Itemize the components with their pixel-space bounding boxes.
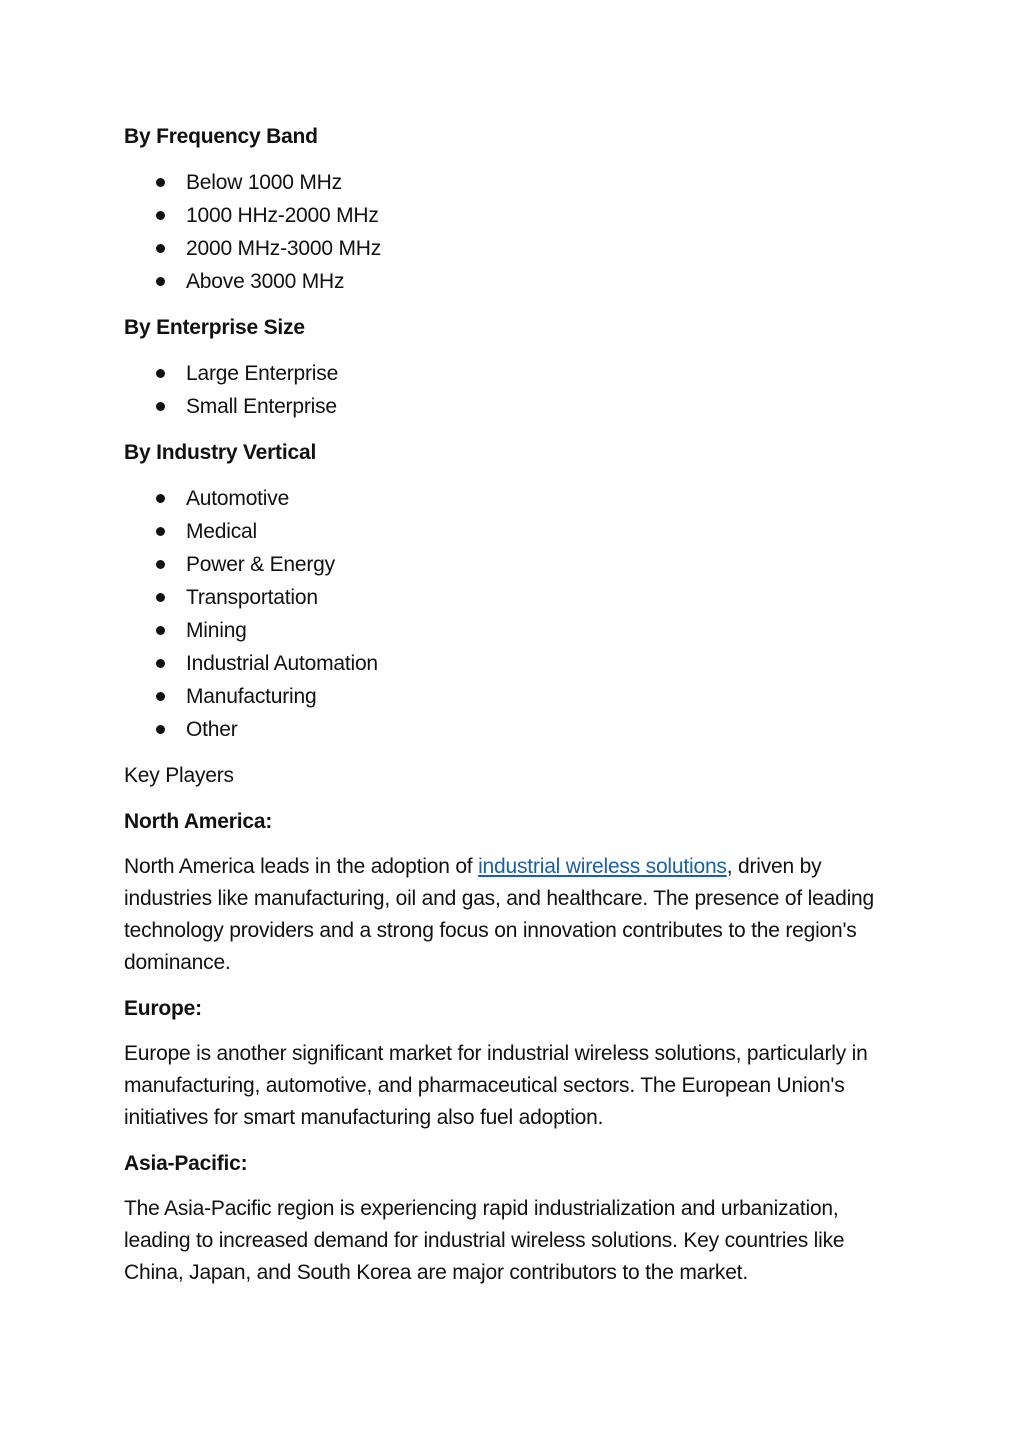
north-america-paragraph (124, 851, 899, 979)
list-item-label: Mining (186, 619, 247, 642)
bullet-icon (156, 725, 165, 734)
bullet-icon (156, 560, 165, 569)
list-item-label: Industrial Automation (186, 652, 378, 675)
bullet-icon (156, 369, 165, 378)
industrial-wireless-solutions-link[interactable]: industrial wireless solutions (478, 855, 727, 878)
europe-paragraph: Europe is another significant market for industrial wireless solutions, particularly in manufacturing, automotive, and pharmaceutical sectors. The European Union's initiatives for smart manufacturing also fuel adoption. (124, 1042, 868, 1129)
list-item-label: Other (186, 718, 238, 741)
bullet-icon (156, 277, 165, 286)
list-item-label: Small Enterprise (186, 395, 337, 418)
enterprise-size-list (124, 357, 899, 423)
list-item (124, 232, 899, 265)
key-players-label: Key Players (124, 764, 234, 787)
list-item (124, 614, 899, 647)
paragraph-text: North America leads in the adoption of (124, 855, 479, 878)
europe-heading: Europe: (124, 997, 202, 1020)
list-item-label: 2000 MHz-3000 MHz (186, 237, 382, 260)
bullet-icon (156, 527, 165, 536)
bullet-icon (156, 211, 165, 220)
industry-vertical-heading: By Industry Vertical (124, 441, 317, 464)
list-item-label: Power & Energy (186, 553, 335, 576)
asia-pacific-heading: Asia-Pacific: (124, 1152, 248, 1175)
list-item-label: Manufacturing (186, 685, 317, 708)
list-item-label: Medical (186, 520, 257, 543)
list-item (124, 515, 899, 548)
list-item (124, 357, 899, 390)
list-item-label: Transportation (186, 586, 318, 609)
list-item (124, 581, 899, 614)
paragraph-text: , driven by industries like manufacturing, oil and gas, and healthcare. The presence of leading technology providers and a strong focus on innovation contributes to the region's dominance. (124, 855, 874, 974)
bullet-icon (156, 692, 165, 701)
list-item-label: Automotive (186, 487, 290, 510)
list-item (124, 482, 899, 515)
bullet-icon (156, 178, 165, 187)
list-item (124, 713, 899, 746)
north-america-heading: North America: (124, 810, 273, 833)
bullet-icon (156, 244, 165, 253)
frequency-band-heading: By Frequency Band (124, 125, 318, 148)
bullet-icon (156, 402, 165, 411)
list-item-label: Large Enterprise (186, 362, 339, 385)
list-item-label: Below 1000 MHz (186, 171, 342, 194)
list-item (124, 680, 899, 713)
list-item-label: Above 3000 MHz (186, 270, 345, 293)
list-item (124, 265, 899, 298)
list-item (124, 199, 899, 232)
list-item (124, 548, 899, 581)
enterprise-size-heading: By Enterprise Size (124, 316, 305, 339)
list-item (124, 647, 899, 680)
frequency-band-list (124, 166, 899, 298)
bullet-icon (156, 659, 165, 668)
list-item (124, 390, 899, 423)
list-item (124, 166, 899, 199)
document-page (124, 120, 899, 1302)
asia-pacific-paragraph: The Asia-Pacific region is experiencing rapid industrialization and urbanization, leading to increased demand for industrial wireless solutions. Key countries like China, Japan, and South Korea are major contributors to the market. (124, 1197, 845, 1284)
bullet-icon (156, 626, 165, 635)
bullet-icon (156, 494, 165, 503)
bullet-icon (156, 593, 165, 602)
list-item-label: 1000 HHz-2000 MHz (186, 204, 379, 227)
industry-vertical-list (124, 482, 899, 746)
